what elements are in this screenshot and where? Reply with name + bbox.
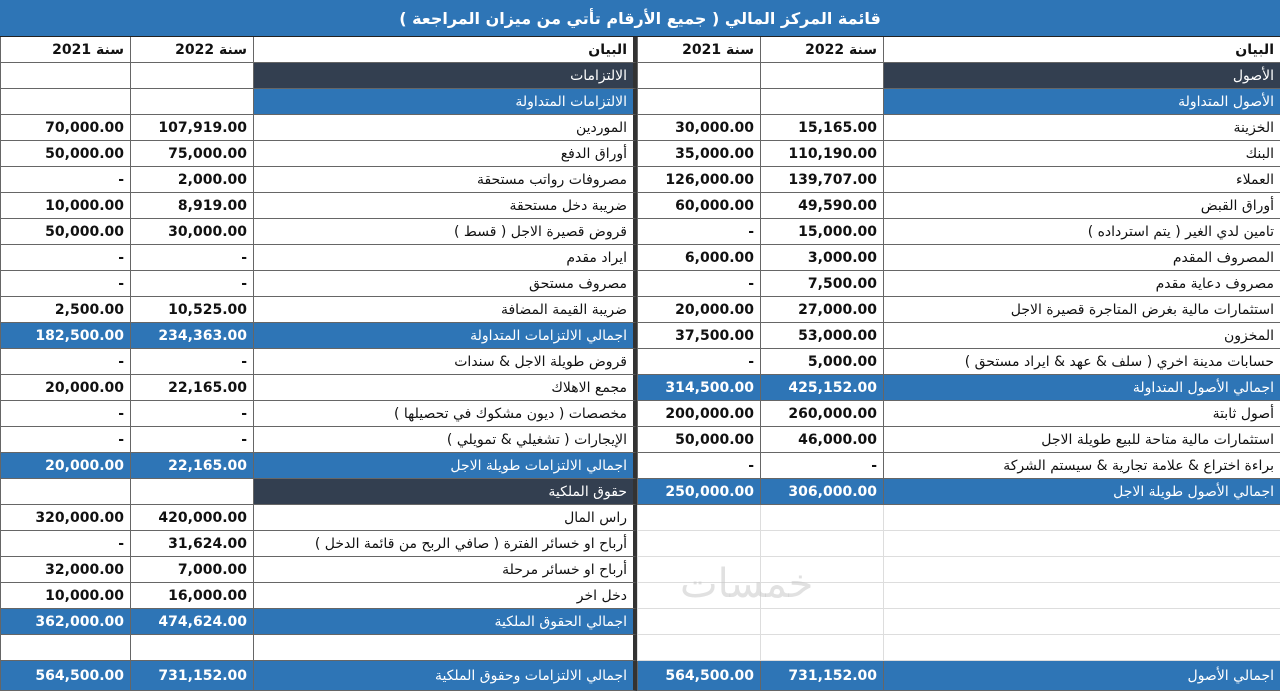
left-cell-2021[interactable]: - — [0, 531, 130, 557]
right-cell-label[interactable]: المخزون — [883, 323, 1280, 349]
right-cell-2022[interactable]: 53,000.00 — [760, 323, 883, 349]
left-cell-2021[interactable]: 50,000.00 — [0, 219, 130, 245]
left-cell-2021[interactable] — [0, 635, 130, 661]
right-cell-2022[interactable]: 7,500.00 — [760, 271, 883, 297]
left-cell-2021[interactable] — [0, 63, 130, 89]
left-cell-label[interactable]: حقوق الملكية — [253, 479, 637, 505]
right-cell-2022[interactable]: - — [760, 453, 883, 479]
right-cell-2021[interactable] — [637, 609, 760, 635]
right-cell-label[interactable]: تامين لدي الغير ( يتم استرداده ) — [883, 219, 1280, 245]
left-cell-2022[interactable]: - — [130, 271, 253, 297]
left-cell-2021[interactable]: 2,500.00 — [0, 297, 130, 323]
right-cell-2022[interactable] — [760, 557, 883, 583]
right-cell-2021[interactable]: - — [637, 453, 760, 479]
right-cell-2021[interactable]: 35,000.00 — [637, 141, 760, 167]
left-cell-2022[interactable]: - — [130, 401, 253, 427]
right-cell-2022[interactable]: 425,152.00 — [760, 375, 883, 401]
left-cell-2022[interactable]: - — [130, 427, 253, 453]
left-cell-2022[interactable]: - — [130, 349, 253, 375]
left-cell-2022[interactable] — [130, 479, 253, 505]
left-cell-label[interactable]: دخل اخر — [253, 583, 637, 609]
right-cell-label[interactable]: الأصول المتداولة — [883, 89, 1280, 115]
right-cell-label[interactable]: براءة اختراع & علامة تجارية & سيستم الشركة — [883, 453, 1280, 479]
right-cell-2022[interactable] — [760, 531, 883, 557]
right-cell-2022[interactable]: 5,000.00 — [760, 349, 883, 375]
left-cell-label[interactable]: أرباح او خسائر الفترة ( صافي الربح من قائمة الدخل ) — [253, 531, 637, 557]
left-cell-label[interactable]: راس المال — [253, 505, 637, 531]
left-cell-2022[interactable] — [130, 635, 253, 661]
right-cell-label[interactable] — [883, 583, 1280, 609]
left-cell-2022[interactable]: - — [130, 245, 253, 271]
right-cell-2022[interactable]: 306,000.00 — [760, 479, 883, 505]
right-cell-label[interactable]: العملاء — [883, 167, 1280, 193]
right-cell-2022[interactable] — [760, 63, 883, 89]
left-cell-2021[interactable]: 10,000.00 — [0, 583, 130, 609]
right-cell-label[interactable] — [883, 531, 1280, 557]
right-cell-label[interactable] — [883, 609, 1280, 635]
right-cell-2022[interactable] — [760, 583, 883, 609]
right-cell-2021[interactable]: 30,000.00 — [637, 115, 760, 141]
right-cell-2021[interactable] — [637, 89, 760, 115]
left-cell-2021[interactable]: - — [0, 167, 130, 193]
left-cell-2022[interactable]: 474,624.00 — [130, 609, 253, 635]
right-cell-label[interactable]: الأصول — [883, 63, 1280, 89]
left-cell-2021[interactable]: 70,000.00 — [0, 115, 130, 141]
right-cell-2022[interactable]: 139,707.00 — [760, 167, 883, 193]
left-cell-2021[interactable]: - — [0, 271, 130, 297]
left-cell-label[interactable]: مصروف مستحق — [253, 271, 637, 297]
left-cell-2022[interactable]: 107,919.00 — [130, 115, 253, 141]
right-cell-label[interactable]: البنك — [883, 141, 1280, 167]
right-cell-2022[interactable]: 27,000.00 — [760, 297, 883, 323]
left-cell-label[interactable]: أوراق الدفع — [253, 141, 637, 167]
sheet-title: قائمة المركز المالي ( جميع الأرقام تأتي من ميزان المراجعة ) — [0, 0, 1280, 37]
left-cell-2021[interactable]: - — [0, 245, 130, 271]
left-cell-2021[interactable]: 10,000.00 — [0, 193, 130, 219]
balance-sheet-grid — [0, 37, 1280, 687]
right-cell-2022[interactable]: 3,000.00 — [760, 245, 883, 271]
left-cell-label[interactable]: اجمالي الالتزامات طويلة الاجل — [253, 453, 637, 479]
right-cell-2021[interactable]: 20,000.00 — [637, 297, 760, 323]
left-cell-2022[interactable]: 2,000.00 — [130, 167, 253, 193]
left-cell-2021[interactable]: 32,000.00 — [0, 557, 130, 583]
right-cell-2021[interactable]: 60,000.00 — [637, 193, 760, 219]
left-cell-2022[interactable]: 31,624.00 — [130, 531, 253, 557]
left-cell-label[interactable]: اجمالي الالتزامات المتداولة — [253, 323, 637, 349]
watermark: خمسات — [680, 561, 814, 607]
left-cell-label[interactable]: مخصصات ( ديون مشكوك في تحصيلها ) — [253, 401, 637, 427]
right-cell-2022[interactable] — [760, 505, 883, 531]
left-cell-2022[interactable]: 10,525.00 — [130, 297, 253, 323]
right-cell-2022[interactable]: سنة 2022 — [760, 37, 883, 63]
right-cell-label[interactable] — [883, 635, 1280, 661]
left-cell-2021[interactable]: 564,500.00 — [0, 661, 130, 691]
right-cell-label[interactable]: مصروف دعاية مقدم — [883, 271, 1280, 297]
left-cell-2022[interactable]: 75,000.00 — [130, 141, 253, 167]
right-cell-2021[interactable]: 6,000.00 — [637, 245, 760, 271]
left-cell-2022[interactable]: 22,165.00 — [130, 453, 253, 479]
right-cell-2021[interactable] — [637, 635, 760, 661]
left-cell-label[interactable]: الالتزامات المتداولة — [253, 89, 637, 115]
left-cell-2022[interactable]: 22,165.00 — [130, 375, 253, 401]
right-cell-label[interactable]: حسابات مدينة اخري ( سلف & عهد & ايراد مستحق ) — [883, 349, 1280, 375]
right-cell-2022[interactable] — [760, 609, 883, 635]
left-cell-2022[interactable] — [130, 89, 253, 115]
right-cell-2021[interactable]: 126,000.00 — [637, 167, 760, 193]
left-cell-2022[interactable]: 731,152.00 — [130, 661, 253, 691]
right-cell-label[interactable]: استثمارات مالية بغرض المتاجرة قصيرة الاجل — [883, 297, 1280, 323]
left-cell-2021[interactable]: - — [0, 427, 130, 453]
left-cell-2021[interactable]: سنة 2021 — [0, 37, 130, 63]
right-cell-label[interactable]: المصروف المقدم — [883, 245, 1280, 271]
right-cell-label[interactable] — [883, 505, 1280, 531]
left-cell-label[interactable]: مصروفات رواتب مستحقة — [253, 167, 637, 193]
left-cell-2021[interactable]: 50,000.00 — [0, 141, 130, 167]
left-cell-label[interactable]: الالتزامات — [253, 63, 637, 89]
right-cell-label[interactable]: الخزينة — [883, 115, 1280, 141]
right-cell-2022[interactable] — [760, 635, 883, 661]
right-cell-2021[interactable]: - — [637, 349, 760, 375]
right-cell-label[interactable]: أصول ثابتة — [883, 401, 1280, 427]
right-cell-2021[interactable]: 50,000.00 — [637, 427, 760, 453]
right-cell-label[interactable]: استثمارات مالية متاحة للبيع طويلة الاجل — [883, 427, 1280, 453]
left-cell-2021[interactable] — [0, 89, 130, 115]
right-cell-2021[interactable] — [637, 531, 760, 557]
left-cell-label[interactable]: أرباح او خسائر مرحلة — [253, 557, 637, 583]
right-cell-label[interactable]: اجمالي الأصول — [883, 661, 1280, 691]
left-cell-2022[interactable]: 7,000.00 — [130, 557, 253, 583]
left-cell-label[interactable]: اجمالي الحقوق الملكية — [253, 609, 637, 635]
left-cell-2021[interactable] — [0, 479, 130, 505]
right-cell-label[interactable]: اجمالي الأصول المتداولة — [883, 375, 1280, 401]
left-cell-label[interactable]: ضريبة دخل مستحقة — [253, 193, 637, 219]
left-cell-2022[interactable]: 234,363.00 — [130, 323, 253, 349]
right-cell-2022[interactable]: 110,190.00 — [760, 141, 883, 167]
right-cell-2021[interactable] — [637, 63, 760, 89]
left-cell-label[interactable]: الإيجارات ( تشغيلي & تمويلي ) — [253, 427, 637, 453]
left-cell-2021[interactable]: 20,000.00 — [0, 453, 130, 479]
left-cell-label[interactable]: قروض طويلة الاجل & سندات — [253, 349, 637, 375]
right-cell-2021[interactable]: 37,500.00 — [637, 323, 760, 349]
right-cell-2022[interactable]: 731,152.00 — [760, 661, 883, 691]
left-cell-2022[interactable] — [130, 63, 253, 89]
left-cell-2021[interactable]: 320,000.00 — [0, 505, 130, 531]
right-cell-2021[interactable]: 200,000.00 — [637, 401, 760, 427]
right-cell-2021[interactable]: - — [637, 219, 760, 245]
left-cell-label[interactable]: اجمالي الالتزامات وحقوق الملكية — [253, 661, 637, 691]
left-cell-label[interactable]: ضريبة القيمة المضافة — [253, 297, 637, 323]
left-cell-2022[interactable]: 8,919.00 — [130, 193, 253, 219]
left-cell-2022[interactable]: سنة 2022 — [130, 37, 253, 63]
left-cell-2022[interactable]: 16,000.00 — [130, 583, 253, 609]
left-cell-label[interactable]: مجمع الاهلاك — [253, 375, 637, 401]
right-cell-2021[interactable]: سنة 2021 — [637, 37, 760, 63]
right-cell-2021[interactable] — [637, 505, 760, 531]
right-cell-2022[interactable]: 15,165.00 — [760, 115, 883, 141]
right-cell-label[interactable]: اجمالي الأصول طويلة الاجل — [883, 479, 1280, 505]
right-cell-2021[interactable]: 250,000.00 — [637, 479, 760, 505]
left-cell-2021[interactable]: 362,000.00 — [0, 609, 130, 635]
right-cell-2021[interactable]: - — [637, 271, 760, 297]
right-cell-2022[interactable]: 15,000.00 — [760, 219, 883, 245]
right-cell-label[interactable] — [883, 557, 1280, 583]
right-cell-2021[interactable]: 564,500.00 — [637, 661, 760, 691]
right-cell-2021[interactable] — [637, 583, 760, 609]
left-cell-2021[interactable]: - — [0, 401, 130, 427]
right-cell-label[interactable]: أوراق القبض — [883, 193, 1280, 219]
left-cell-2022[interactable]: 420,000.00 — [130, 505, 253, 531]
right-cell-label[interactable]: البيان — [883, 37, 1280, 63]
left-cell-2021[interactable]: 20,000.00 — [0, 375, 130, 401]
left-cell-label[interactable]: قروض قصيرة الاجل ( قسط ) — [253, 219, 637, 245]
left-cell-2021[interactable]: 182,500.00 — [0, 323, 130, 349]
left-cell-label[interactable]: ايراد مقدم — [253, 245, 637, 271]
left-cell-2021[interactable]: - — [0, 349, 130, 375]
right-cell-2022[interactable]: 46,000.00 — [760, 427, 883, 453]
right-cell-2022[interactable]: 49,590.00 — [760, 193, 883, 219]
right-cell-2021[interactable] — [637, 557, 760, 583]
left-cell-label[interactable]: الموردين — [253, 115, 637, 141]
right-cell-2022[interactable] — [760, 89, 883, 115]
left-cell-label[interactable] — [253, 635, 637, 661]
left-cell-2022[interactable]: 30,000.00 — [130, 219, 253, 245]
right-cell-2021[interactable]: 314,500.00 — [637, 375, 760, 401]
left-cell-label[interactable]: البيان — [253, 37, 637, 63]
right-cell-2022[interactable]: 260,000.00 — [760, 401, 883, 427]
